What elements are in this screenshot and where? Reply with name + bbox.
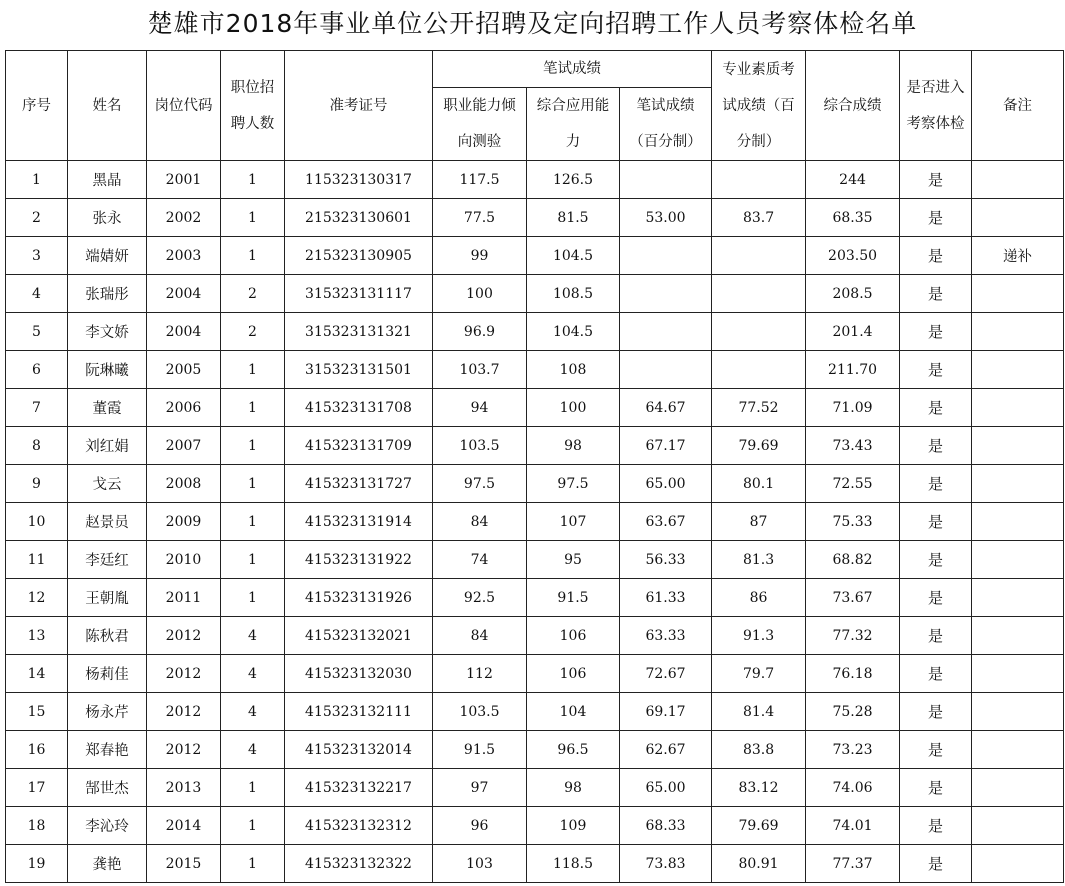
cell-name: 阮琳曦 bbox=[68, 351, 147, 389]
cell-pro: 87 bbox=[712, 503, 806, 541]
cell-pro bbox=[712, 313, 806, 351]
header-pro-line3: 分制） bbox=[736, 133, 781, 150]
cell-post-code: 2012 bbox=[147, 617, 221, 655]
cell-ability: 103.7 bbox=[433, 351, 527, 389]
cell-enter: 是 bbox=[900, 541, 972, 579]
cell-ability: 103 bbox=[433, 845, 527, 883]
cell-name: 陈秋君 bbox=[68, 617, 147, 655]
cell-applied: 108.5 bbox=[527, 275, 620, 313]
header-total: 综合成绩 bbox=[806, 51, 900, 161]
cell-seq: 5 bbox=[6, 313, 68, 351]
header-ability-line2: 向测验 bbox=[457, 134, 502, 150]
cell-quota: 4 bbox=[221, 617, 285, 655]
cell-ability: 97.5 bbox=[433, 465, 527, 503]
cell-post-code: 2005 bbox=[147, 351, 221, 389]
cell-written bbox=[620, 313, 712, 351]
table-row bbox=[6, 465, 1064, 503]
cell-enter: 是 bbox=[900, 655, 972, 693]
cell-written: 73.83 bbox=[620, 845, 712, 883]
header-quota-line2: 聘人数 bbox=[230, 115, 275, 132]
cell-total: 73.67 bbox=[806, 579, 900, 617]
cell-remark: 递补 bbox=[972, 237, 1064, 275]
cell-pro: 79.69 bbox=[712, 807, 806, 845]
cell-ability: 74 bbox=[433, 541, 527, 579]
cell-written: 65.00 bbox=[620, 465, 712, 503]
header-ability bbox=[433, 88, 527, 161]
cell-quota: 1 bbox=[221, 389, 285, 427]
table-row bbox=[6, 541, 1064, 579]
cell-enter: 是 bbox=[900, 351, 972, 389]
cell-applied: 106 bbox=[527, 655, 620, 693]
cell-enter: 是 bbox=[900, 389, 972, 427]
cell-post-code: 2007 bbox=[147, 427, 221, 465]
cell-applied: 107 bbox=[527, 503, 620, 541]
header-quota-line1: 职位招 bbox=[230, 79, 275, 96]
cell-seq: 7 bbox=[6, 389, 68, 427]
cell-quota: 1 bbox=[221, 351, 285, 389]
cell-total: 201.4 bbox=[806, 313, 900, 351]
cell-seq: 9 bbox=[6, 465, 68, 503]
cell-seq: 17 bbox=[6, 769, 68, 807]
table-row bbox=[6, 313, 1064, 351]
cell-enter: 是 bbox=[900, 807, 972, 845]
cell-ticket: 415323132030 bbox=[285, 655, 433, 693]
header-pro-line1: 专业素质考 bbox=[722, 61, 795, 78]
cell-remark bbox=[972, 617, 1064, 655]
cell-applied: 98 bbox=[527, 427, 620, 465]
cell-seq: 10 bbox=[6, 503, 68, 541]
header-seq: 序号 bbox=[6, 51, 68, 161]
cell-enter: 是 bbox=[900, 465, 972, 503]
cell-post-code: 2001 bbox=[147, 161, 221, 199]
header-ticket: 准考证号 bbox=[285, 51, 433, 161]
cell-enter: 是 bbox=[900, 731, 972, 769]
cell-quota: 1 bbox=[221, 465, 285, 503]
cell-ability: 91.5 bbox=[433, 731, 527, 769]
cell-remark bbox=[972, 731, 1064, 769]
header-written-line2: （百分制） bbox=[629, 134, 702, 150]
cell-seq: 16 bbox=[6, 731, 68, 769]
cell-quota: 1 bbox=[221, 199, 285, 237]
cell-enter: 是 bbox=[900, 617, 972, 655]
cell-ticket: 415323131708 bbox=[285, 389, 433, 427]
cell-ability: 97 bbox=[433, 769, 527, 807]
cell-written: 67.17 bbox=[620, 427, 712, 465]
cell-name: 戈云 bbox=[68, 465, 147, 503]
header-ability-line1: 职业能力倾 bbox=[443, 98, 516, 114]
cell-ticket: 415323131727 bbox=[285, 465, 433, 503]
cell-remark bbox=[972, 845, 1064, 883]
cell-written bbox=[620, 351, 712, 389]
header-written-line1: 笔试成绩 bbox=[636, 98, 695, 114]
cell-enter: 是 bbox=[900, 503, 972, 541]
cell-written: 62.67 bbox=[620, 731, 712, 769]
cell-ability: 84 bbox=[433, 503, 527, 541]
cell-ticket: 415323132217 bbox=[285, 769, 433, 807]
cell-pro: 77.52 bbox=[712, 389, 806, 427]
cell-remark bbox=[972, 465, 1064, 503]
cell-remark bbox=[972, 541, 1064, 579]
cell-pro bbox=[712, 161, 806, 199]
cell-applied: 104.5 bbox=[527, 313, 620, 351]
cell-post-code: 2004 bbox=[147, 313, 221, 351]
cell-applied: 118.5 bbox=[527, 845, 620, 883]
table-row bbox=[6, 769, 1064, 807]
cell-quota: 4 bbox=[221, 693, 285, 731]
cell-quota: 1 bbox=[221, 845, 285, 883]
table-row bbox=[6, 579, 1064, 617]
cell-quota: 1 bbox=[221, 237, 285, 275]
cell-enter: 是 bbox=[900, 693, 972, 731]
cell-written bbox=[620, 161, 712, 199]
cell-name: 龚艳 bbox=[68, 845, 147, 883]
cell-written: 61.33 bbox=[620, 579, 712, 617]
cell-total: 73.43 bbox=[806, 427, 900, 465]
cell-post-code: 2012 bbox=[147, 655, 221, 693]
cell-enter: 是 bbox=[900, 275, 972, 313]
cell-ticket: 415323131914 bbox=[285, 503, 433, 541]
cell-name: 黑晶 bbox=[68, 161, 147, 199]
document-title: 楚雄市2018年事业单位公开招聘及定向招聘工作人员考察体检名单 bbox=[147, 9, 918, 38]
cell-written: 64.67 bbox=[620, 389, 712, 427]
cell-pro: 80.1 bbox=[712, 465, 806, 503]
cell-post-code: 2012 bbox=[147, 693, 221, 731]
cell-enter: 是 bbox=[900, 769, 972, 807]
cell-name: 端婧妍 bbox=[68, 237, 147, 275]
cell-post-code: 2008 bbox=[147, 465, 221, 503]
cell-post-code: 2009 bbox=[147, 503, 221, 541]
cell-ability: 103.5 bbox=[433, 693, 527, 731]
cell-ticket: 215323130905 bbox=[285, 237, 433, 275]
cell-post-code: 2004 bbox=[147, 275, 221, 313]
cell-seq: 4 bbox=[6, 275, 68, 313]
cell-name: 张瑞彤 bbox=[68, 275, 147, 313]
cell-applied: 97.5 bbox=[527, 465, 620, 503]
cell-pro: 79.69 bbox=[712, 427, 806, 465]
header-name: 姓名 bbox=[68, 51, 147, 161]
cell-quota: 1 bbox=[221, 541, 285, 579]
cell-seq: 15 bbox=[6, 693, 68, 731]
cell-name: 李沁玲 bbox=[68, 807, 147, 845]
cell-total: 68.82 bbox=[806, 541, 900, 579]
cell-name: 李廷红 bbox=[68, 541, 147, 579]
table-row bbox=[6, 237, 1064, 275]
cell-total: 72.55 bbox=[806, 465, 900, 503]
cell-quota: 2 bbox=[221, 313, 285, 351]
cell-total: 73.23 bbox=[806, 731, 900, 769]
cell-quota: 1 bbox=[221, 807, 285, 845]
table-row bbox=[6, 351, 1064, 389]
table-row bbox=[6, 503, 1064, 541]
cell-ticket: 415323132322 bbox=[285, 845, 433, 883]
table-row bbox=[6, 807, 1064, 845]
cell-remark bbox=[972, 389, 1064, 427]
cell-seq: 1 bbox=[6, 161, 68, 199]
cell-remark bbox=[972, 275, 1064, 313]
cell-ticket: 415323132312 bbox=[285, 807, 433, 845]
cell-pro bbox=[712, 275, 806, 313]
cell-seq: 14 bbox=[6, 655, 68, 693]
cell-applied: 109 bbox=[527, 807, 620, 845]
table-row bbox=[6, 275, 1064, 313]
cell-seq: 12 bbox=[6, 579, 68, 617]
cell-quota: 2 bbox=[221, 275, 285, 313]
cell-post-code: 2015 bbox=[147, 845, 221, 883]
cell-pro: 80.91 bbox=[712, 845, 806, 883]
cell-applied: 100 bbox=[527, 389, 620, 427]
cell-post-code: 2014 bbox=[147, 807, 221, 845]
header-applied-line1: 综合应用能 bbox=[536, 98, 610, 114]
header-pro-score bbox=[712, 51, 806, 161]
cell-pro: 83.12 bbox=[712, 769, 806, 807]
cell-written: 63.33 bbox=[620, 617, 712, 655]
cell-ability: 100 bbox=[433, 275, 527, 313]
cell-name: 郑春艳 bbox=[68, 731, 147, 769]
cell-ability: 84 bbox=[433, 617, 527, 655]
cell-applied: 108 bbox=[527, 351, 620, 389]
cell-remark bbox=[972, 693, 1064, 731]
header-enter-line2: 考察体检 bbox=[906, 115, 965, 132]
cell-written bbox=[620, 237, 712, 275]
cell-written: 63.67 bbox=[620, 503, 712, 541]
cell-ability: 103.5 bbox=[433, 427, 527, 465]
cell-written: 56.33 bbox=[620, 541, 712, 579]
cell-total: 76.18 bbox=[806, 655, 900, 693]
cell-enter: 是 bbox=[900, 845, 972, 883]
cell-post-code: 2010 bbox=[147, 541, 221, 579]
cell-post-code: 2012 bbox=[147, 731, 221, 769]
cell-ability: 92.5 bbox=[433, 579, 527, 617]
cell-total: 244 bbox=[806, 161, 900, 199]
cell-name: 董霞 bbox=[68, 389, 147, 427]
cell-total: 75.33 bbox=[806, 503, 900, 541]
cell-ability: 117.5 bbox=[433, 161, 527, 199]
cell-name: 杨永芹 bbox=[68, 693, 147, 731]
cell-post-code: 2003 bbox=[147, 237, 221, 275]
cell-pro: 86 bbox=[712, 579, 806, 617]
cell-quota: 1 bbox=[221, 769, 285, 807]
cell-total: 75.28 bbox=[806, 693, 900, 731]
cell-ticket: 415323132021 bbox=[285, 617, 433, 655]
cell-seq: 18 bbox=[6, 807, 68, 845]
cell-quota: 1 bbox=[221, 503, 285, 541]
cell-post-code: 2002 bbox=[147, 199, 221, 237]
cell-seq: 8 bbox=[6, 427, 68, 465]
cell-written: 72.67 bbox=[620, 655, 712, 693]
cell-ticket: 315323131117 bbox=[285, 275, 433, 313]
cell-applied: 104 bbox=[527, 693, 620, 731]
cell-ticket: 115323130317 bbox=[285, 161, 433, 199]
cell-seq: 13 bbox=[6, 617, 68, 655]
cell-total: 203.50 bbox=[806, 237, 900, 275]
table-row bbox=[6, 731, 1064, 769]
cell-applied: 104.5 bbox=[527, 237, 620, 275]
cell-pro: 91.3 bbox=[712, 617, 806, 655]
cell-ticket: 415323131709 bbox=[285, 427, 433, 465]
cell-written: 53.00 bbox=[620, 199, 712, 237]
cell-seq: 2 bbox=[6, 199, 68, 237]
cell-ability: 96.9 bbox=[433, 313, 527, 351]
table-row bbox=[6, 845, 1064, 883]
cell-quota: 1 bbox=[221, 427, 285, 465]
header-applied bbox=[527, 88, 620, 161]
cell-applied: 96.5 bbox=[527, 731, 620, 769]
header-remark: 备注 bbox=[972, 51, 1064, 161]
cell-written: 68.33 bbox=[620, 807, 712, 845]
table-row bbox=[6, 389, 1064, 427]
cell-quota: 1 bbox=[221, 579, 285, 617]
cell-pro: 81.4 bbox=[712, 693, 806, 731]
header-enter bbox=[900, 51, 972, 161]
cell-seq: 11 bbox=[6, 541, 68, 579]
candidate-table bbox=[5, 50, 1064, 883]
cell-remark bbox=[972, 769, 1064, 807]
cell-ticket: 415323131926 bbox=[285, 579, 433, 617]
cell-total: 211.70 bbox=[806, 351, 900, 389]
cell-name: 李文娇 bbox=[68, 313, 147, 351]
cell-total: 77.32 bbox=[806, 617, 900, 655]
cell-remark bbox=[972, 427, 1064, 465]
cell-enter: 是 bbox=[900, 579, 972, 617]
table-row bbox=[6, 655, 1064, 693]
cell-total: 208.5 bbox=[806, 275, 900, 313]
header-written-score bbox=[620, 88, 712, 161]
table-body bbox=[6, 161, 1064, 883]
header-applied-line2: 力 bbox=[565, 134, 581, 150]
cell-remark bbox=[972, 199, 1064, 237]
cell-pro bbox=[712, 351, 806, 389]
cell-remark bbox=[972, 161, 1064, 199]
cell-pro: 81.3 bbox=[712, 541, 806, 579]
cell-name: 张永 bbox=[68, 199, 147, 237]
header-quota bbox=[221, 51, 285, 161]
header-post-code: 岗位代码 bbox=[147, 51, 221, 161]
cell-name: 王朝胤 bbox=[68, 579, 147, 617]
table-row bbox=[6, 161, 1064, 199]
table-row bbox=[6, 199, 1064, 237]
cell-quota: 4 bbox=[221, 655, 285, 693]
cell-pro bbox=[712, 237, 806, 275]
cell-written: 65.00 bbox=[620, 769, 712, 807]
cell-enter: 是 bbox=[900, 237, 972, 275]
cell-ability: 77.5 bbox=[433, 199, 527, 237]
cell-seq: 3 bbox=[6, 237, 68, 275]
table-row bbox=[6, 617, 1064, 655]
cell-total: 68.35 bbox=[806, 199, 900, 237]
cell-quota: 4 bbox=[221, 731, 285, 769]
cell-applied: 106 bbox=[527, 617, 620, 655]
cell-written bbox=[620, 275, 712, 313]
cell-seq: 19 bbox=[6, 845, 68, 883]
cell-ability: 96 bbox=[433, 807, 527, 845]
cell-ability: 94 bbox=[433, 389, 527, 427]
cell-remark bbox=[972, 313, 1064, 351]
cell-name: 赵景员 bbox=[68, 503, 147, 541]
cell-ticket: 215323130601 bbox=[285, 199, 433, 237]
cell-pro: 83.7 bbox=[712, 199, 806, 237]
cell-remark bbox=[972, 579, 1064, 617]
cell-post-code: 2013 bbox=[147, 769, 221, 807]
header-pro-line2: 试成绩（百 bbox=[722, 97, 795, 114]
cell-ticket: 415323132014 bbox=[285, 731, 433, 769]
cell-post-code: 2006 bbox=[147, 389, 221, 427]
cell-total: 74.06 bbox=[806, 769, 900, 807]
cell-applied: 98 bbox=[527, 769, 620, 807]
cell-ticket: 315323131321 bbox=[285, 313, 433, 351]
cell-remark bbox=[972, 351, 1064, 389]
cell-name: 郜世杰 bbox=[68, 769, 147, 807]
cell-ability: 99 bbox=[433, 237, 527, 275]
cell-quota: 1 bbox=[221, 161, 285, 199]
cell-pro: 83.8 bbox=[712, 731, 806, 769]
cell-ticket: 415323131922 bbox=[285, 541, 433, 579]
cell-remark bbox=[972, 503, 1064, 541]
cell-applied: 126.5 bbox=[527, 161, 620, 199]
cell-remark bbox=[972, 655, 1064, 693]
cell-written: 69.17 bbox=[620, 693, 712, 731]
cell-total: 74.01 bbox=[806, 807, 900, 845]
cell-enter: 是 bbox=[900, 427, 972, 465]
cell-name: 杨莉佳 bbox=[68, 655, 147, 693]
cell-pro: 79.7 bbox=[712, 655, 806, 693]
cell-ticket: 315323131501 bbox=[285, 351, 433, 389]
cell-applied: 91.5 bbox=[527, 579, 620, 617]
cell-total: 77.37 bbox=[806, 845, 900, 883]
cell-enter: 是 bbox=[900, 199, 972, 237]
cell-post-code: 2011 bbox=[147, 579, 221, 617]
cell-ability: 112 bbox=[433, 655, 527, 693]
cell-total: 71.09 bbox=[806, 389, 900, 427]
cell-ticket: 415323132111 bbox=[285, 693, 433, 731]
cell-name: 刘红娟 bbox=[68, 427, 147, 465]
cell-remark bbox=[972, 807, 1064, 845]
table-row bbox=[6, 427, 1064, 465]
cell-seq: 6 bbox=[6, 351, 68, 389]
cell-enter: 是 bbox=[900, 313, 972, 351]
cell-applied: 95 bbox=[527, 541, 620, 579]
cell-applied: 81.5 bbox=[527, 199, 620, 237]
cell-enter: 是 bbox=[900, 161, 972, 199]
header-written-group: 笔试成绩 bbox=[433, 51, 712, 88]
table-row bbox=[6, 693, 1064, 731]
header-enter-line1: 是否进入 bbox=[906, 79, 965, 96]
